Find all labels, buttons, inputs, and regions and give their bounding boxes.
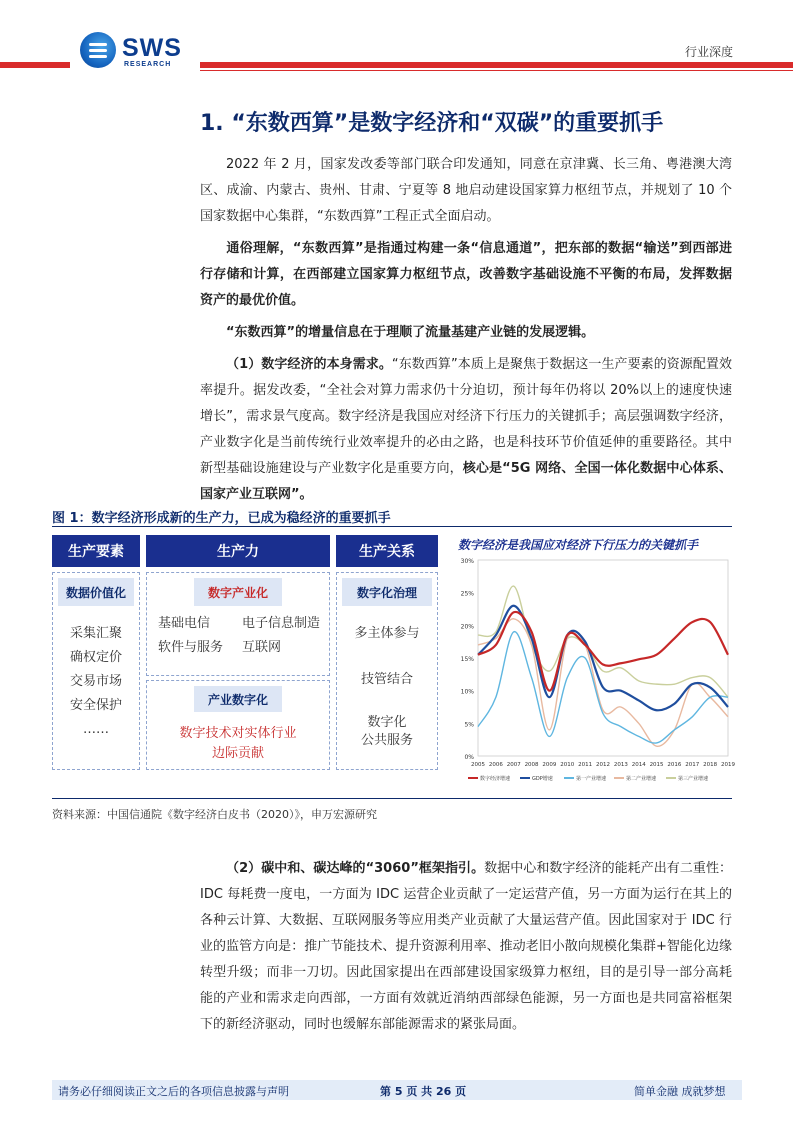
paragraph-4: （1）数字经济的本身需求。“东数西算”本质上是聚焦于数据这一生产要素的资源配置效率提升。据发改委，“全社会对算力需求仍十分迫切，预计每年仍将以 20%以上的速度快速增长”，需求景气度高。数字经济是我国应对经济下行压力的关键抓手；高层强调数字经济，产业数字化是当前传统行业效率提升的必由之路，也是科技环节价值延伸的重要路径。其中新型基础设施建设与产业数字化是重要方向，核心是“5G 网络、全国一体化数据中心体系、国家产业互联网”。 (200, 357, 732, 502)
series-line-3 (478, 619, 728, 747)
sub-data-valuation: 数据价值化 (58, 578, 134, 606)
figure-rule (52, 526, 732, 527)
source-rule (52, 798, 732, 799)
relations-item-3: 数字化 公共服务 (360, 715, 413, 748)
report-type-tag: 行业深度 (684, 45, 733, 59)
x-tick-label: 2008 (524, 762, 539, 768)
footer-page-number: 第 5 页 共 26 页 (380, 1085, 467, 1098)
y-tick-label: 10% (460, 688, 474, 696)
sub-digital-industrialization: 数字产业化 (194, 578, 282, 606)
figure-source: 资料来源：中国信通院《数字经济白皮书（2020）》，申万宏源研究 (52, 808, 377, 821)
y-tick-label: 5% (464, 721, 474, 729)
x-tick-label: 2007 (506, 762, 521, 768)
x-tick-label: 2016 (667, 762, 682, 768)
legend-label: GDP增速 (532, 776, 553, 782)
paragraph-1: 2022 年 2 月，国家发改委等部门联合印发通知，同意在京津冀、长三角、粤港澳大湾区、成渝、内蒙古、贵州、甘肃、宁夏等 8 地启动建设国家算力枢纽节点，并规划了 10 个国家数据中心集群，“东数西算”工程正式全面启动。 (200, 157, 732, 224)
y-tick-label: 30% (460, 558, 474, 565)
legend-label: 第一产业增速 (576, 776, 607, 782)
legend-label: 数字经济增速 (480, 776, 511, 782)
x-tick-label: 2019 (721, 762, 735, 768)
productivity-items-right: 电子信息制造 互联网 (242, 616, 321, 655)
chart-title: 数字经济是我国应对经济下行压力的关键抓手 (458, 538, 699, 552)
footer-disclaimer: 请务必仔细阅读正文之后的各项信息披露与声明 (58, 1085, 289, 1098)
y-tick-label: 20% (460, 623, 474, 631)
x-tick-label: 2011 (578, 762, 593, 768)
paragraph-2: 通俗理解，“东数西算”是指通过构建一条“信息通道”，把东部的数据“输送”到西部进行存储和计算，在西部建立国家算力枢纽节点，改善数字基础设施不平衡的布局，发挥数据资产的最优价值。 (200, 241, 732, 308)
line-chart (446, 552, 736, 792)
x-tick-label: 2017 (685, 762, 700, 768)
figure-title: 图 1：数字经济形成新的生产力，已成为稳经济的重要抓手 (52, 511, 391, 526)
footer-slogan: 简单金融 成就梦想 (634, 1085, 726, 1098)
x-tick-label: 2005 (471, 762, 485, 768)
y-tick-label: 15% (460, 656, 474, 663)
header-rule-left (0, 62, 70, 68)
productivity-items-left: 基础电信 软件与服务 (158, 616, 224, 655)
x-tick-label: 2009 (542, 762, 557, 768)
col-head-factors: 生产要素 (52, 535, 140, 567)
x-tick-label: 2006 (488, 762, 503, 768)
industrial-digitalization-text: 数字技术对实体行业 边际贡献 (179, 726, 297, 761)
x-tick-label: 2014 (631, 762, 646, 768)
sub-industrial-digitalization: 产业数字化 (194, 686, 282, 712)
section-title: 1. “东数西算”是数字经济和“双碳”的重要抓手 (200, 111, 664, 136)
factors-list: 采集汇聚 确权定价 交易市场 安全保护 …… (69, 626, 122, 737)
series-line-0 (478, 612, 728, 691)
series-line-4 (478, 586, 728, 697)
series-line-1 (478, 606, 728, 711)
relations-item-2: 技管结合 (360, 672, 413, 687)
col-head-productivity: 生产力 (146, 535, 330, 567)
y-tick-label: 25% (460, 590, 474, 598)
y-tick-label: 0% (464, 754, 474, 761)
legend-label: 第三产业增速 (678, 776, 709, 782)
logo-subtext: RESEARCH (124, 61, 172, 68)
paragraph-5: （2）碳中和、碳达峰的“3060”框架指引。数据中心和数字经济的能耗产出有二重性：IDC 每耗费一度电，一方面为 IDC 运营企业贡献了一定运营产值，另一方面为运行在其上的各种云计算、大数据、互联网服务等应用类产业贡献了大量运营产值。因此国家对于 IDC 行业的监管方向是：推广节能技术、提升资源利用率、推动老旧小散向规模化集群+智能化边缘转型升级；而非一刀切。因此国家提出在西部建设国家级算力枢纽，目的是引导一部分高耗能的产业和需求走向西部，一方面有效就近消纳西部绿色能源，另一方面也是共同富裕框架下的新经济驱动，同时也缓解东部能源需求的紧张局面。 (200, 861, 732, 1032)
x-tick-label: 2013 (613, 762, 628, 768)
x-tick-label: 2015 (649, 762, 664, 768)
legend-label: 第二产业增速 (626, 776, 657, 782)
x-tick-label: 2018 (703, 762, 718, 768)
logo-emblem-icon (80, 32, 116, 68)
header-rule-right (200, 62, 793, 68)
paragraph-3: “东数西算”的增量信息在于理顺了流量基建产业链的发展逻辑。 (226, 325, 595, 340)
x-tick-label: 2012 (596, 762, 610, 768)
col-head-relations: 生产关系 (336, 535, 438, 567)
x-tick-label: 2010 (560, 762, 575, 768)
sub-digital-governance: 数字化治理 (342, 578, 432, 606)
relations-item-1: 多主体参与 (354, 626, 420, 641)
sws-logo (80, 32, 200, 72)
logo-text: SWS (122, 34, 182, 62)
